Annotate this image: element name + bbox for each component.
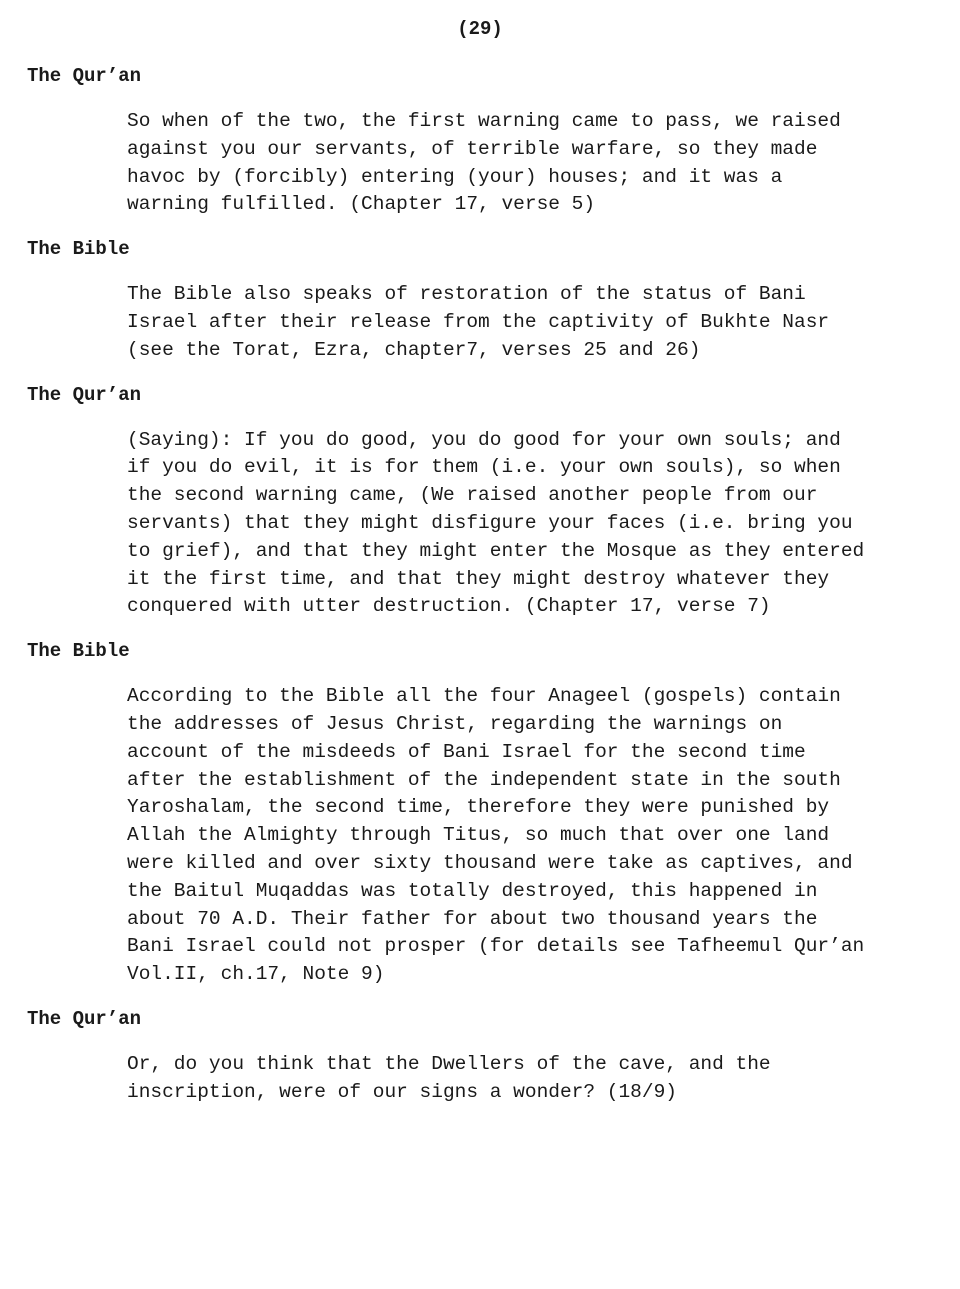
passage-line: (see the Torat, Ezra, chapter7, verses 25 and 26) — [127, 338, 701, 361]
passage-line: it the first time, and that they might destroy whatever they — [127, 567, 830, 590]
section-heading: The Qur’an — [27, 1007, 142, 1030]
section-heading: The Bible — [27, 238, 130, 261]
passage-line: if you do evil, it is for them (i.e. your own souls), so when — [127, 456, 841, 479]
section-bible-1 — [27, 237, 947, 364]
passage-line: According to the Bible all the four Anageel (gospels) contain — [127, 685, 841, 708]
section-quran-1 — [27, 64, 947, 219]
passage-line: the Baitul Muqaddas was totally destroyed, this happened in — [127, 879, 818, 902]
passage-line: Allah the Almighty through Titus, so much that over one land — [127, 824, 830, 847]
passage-line: to grief), and that they might enter the Mosque as they entered — [127, 539, 865, 562]
passage-line: Yaroshalam, the second time, therefore they were punished by — [127, 796, 830, 819]
section-quran-2 — [27, 383, 947, 622]
section-bible-2 — [27, 639, 947, 989]
passage-line: after the establishment of the independent state in the south — [127, 768, 841, 791]
passage-line: against you our servants, of terrible warfare, so they made — [127, 137, 818, 160]
passage-text — [127, 683, 947, 989]
passage-line: Bani Israel could not prosper (for details see Tafheemul Qur’an — [127, 935, 865, 958]
passage-line: (Saying): If you do good, you do good for your own souls; and — [127, 428, 841, 451]
passage-text — [127, 427, 947, 622]
passage-line: So when of the two, the first warning came to pass, we raised — [127, 110, 841, 132]
passage-line: inscription, were of our signs a wonder? (18/9) — [127, 1080, 677, 1103]
passage-text — [127, 108, 947, 219]
passage-line: the addresses of Jesus Christ, regarding the warnings on — [127, 712, 783, 735]
passage-line: warning fulfilled. (Chapter 17, verse 5) — [127, 193, 596, 216]
passage-line: servants) that they might disfigure your faces (i.e. bring you — [127, 511, 853, 534]
passage-line: the second warning came, (We raised another people from our — [127, 484, 818, 507]
passage-line: Israel after their release from the captivity of Bukhte Nasr — [127, 310, 830, 333]
passage-text — [127, 281, 947, 364]
passage-line: were killed and over sixty thousand were take as captives, and — [127, 851, 853, 874]
section-quran-3 — [27, 1007, 947, 1107]
passage-line: havoc by (forcibly) entering (your) houses; and it was a — [127, 165, 783, 188]
passage-line: account of the misdeeds of Bani Israel for the second time — [127, 740, 806, 763]
page-number: (29) — [457, 18, 503, 40]
page-content — [27, 64, 947, 1125]
section-heading: The Qur’an — [27, 383, 142, 406]
passage-text — [127, 1051, 947, 1107]
passage-line: Or, do you think that the Dwellers of the cave, and the — [127, 1052, 771, 1075]
passage-line: conquered with utter destruction. (Chapter 17, verse 7) — [127, 595, 771, 618]
passage-line: about 70 A.D. Their father for about two thousand years the — [127, 907, 818, 930]
passage-line: Vol.II, ch.17, Note 9) — [127, 963, 385, 986]
passage-line: The Bible also speaks of restoration of the status of Bani — [127, 283, 806, 306]
section-heading: The Bible — [27, 640, 130, 663]
section-heading: The Qur’an — [27, 65, 142, 87]
